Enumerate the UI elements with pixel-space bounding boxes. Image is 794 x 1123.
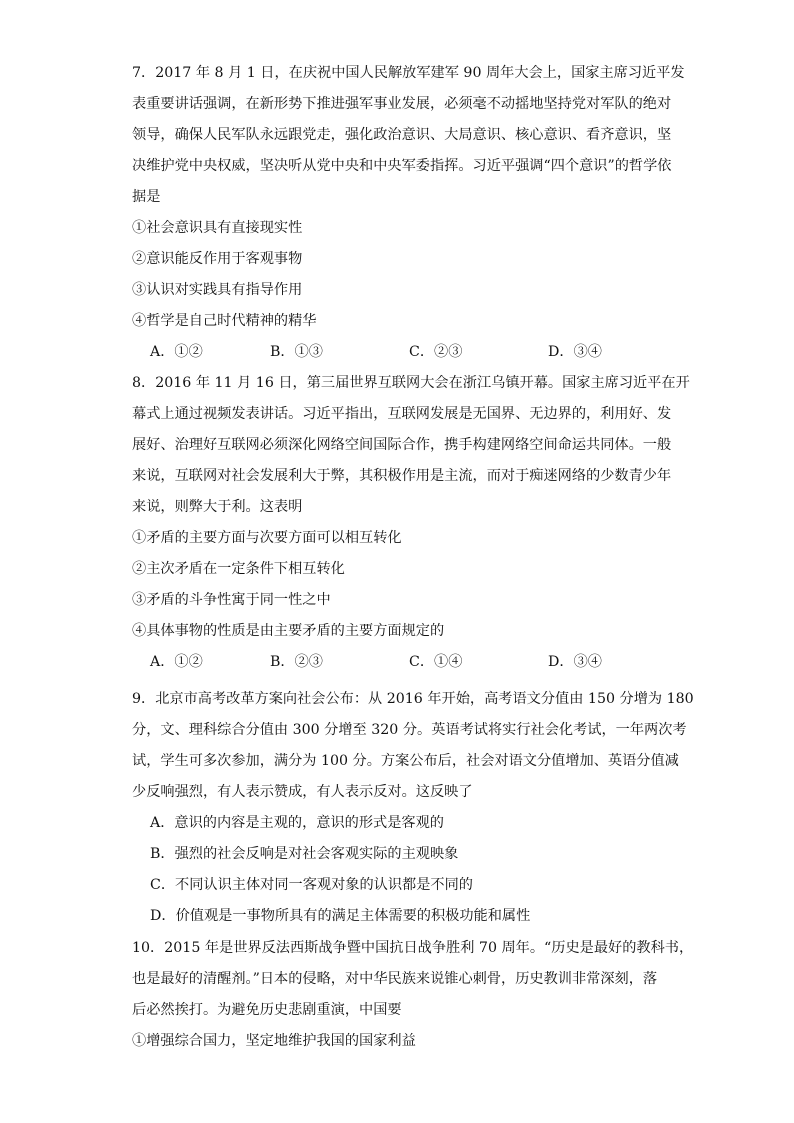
question-stem — [132, 933, 694, 1026]
option-c[interactable]: C．不同认识主体对同一客观对象的认识都是不同的 — [150, 877, 473, 893]
statement-1: ①矛盾的主要方面与次要方面可以相互转化 — [132, 530, 402, 546]
statement-4: ④具体事物的性质是由主要矛盾的主要方面规定的 — [132, 623, 445, 639]
question-stem — [132, 368, 690, 523]
option-c[interactable]: C．①④ — [409, 654, 463, 670]
option-a[interactable]: A．①② — [150, 654, 203, 670]
stem-line: 据是 — [132, 189, 161, 205]
statement-4: ④哲学是自己时代精神的精华 — [132, 313, 317, 329]
statement-3: ③矛盾的斗争性寓于同一性之中 — [132, 592, 331, 608]
statement-2: ②意识能反作用于客观事物 — [132, 251, 303, 267]
option-d[interactable]: D．价值观是一事物所具有的满足主体需要的积极功能和属性 — [150, 908, 531, 924]
stem-line: 10．2015 年是世界反法西斯战争暨中国抗日战争胜利 70 周年。“历史是最好的教科书， — [132, 940, 694, 956]
stem-line: 领导，确保人民军队永远跟党走，强化政治意识、大局意识、核心意识、看齐意识，坚 — [132, 127, 672, 143]
question-7 — [132, 58, 685, 368]
question-8 — [132, 368, 690, 678]
answer-options — [132, 337, 672, 368]
statement-1: ①社会意识具有直接现实性 — [132, 220, 303, 236]
stem-line: 表重要讲话强调，在新形势下推进强军事业发展，必须毫不动摇地坚持党对军队的绝对 — [132, 96, 672, 112]
stem-line: 决维护党中央权威，坚决听从党中央和中央军委指挥。习近平强调“四个意识”的哲学依 — [132, 158, 672, 174]
option-c[interactable]: C．②③ — [409, 344, 463, 360]
question-9 — [132, 684, 694, 932]
stem-line: 来说，则弊大于利。这表明 — [132, 499, 303, 515]
statement-2: ②主次矛盾在一定条件下相互转化 — [132, 561, 345, 577]
stem-line: 后必然挨打。为避免历史悲剧重演，中国要 — [132, 1002, 402, 1018]
stem-line: 少反响强烈，有人表示赞成，有人表示反对。这反映了 — [132, 784, 473, 800]
stem-line: 8．2016 年 11 月 16 日，第三届世界互联网大会在浙江乌镇开幕。国家主席习近平在开 — [132, 375, 690, 391]
option-d[interactable]: D．③④ — [548, 654, 602, 670]
option-b[interactable]: B．强烈的社会反响是对社会客观实际的主观映象 — [150, 846, 459, 862]
option-d[interactable]: D．③④ — [548, 344, 602, 360]
question-10 — [132, 933, 694, 1057]
stem-line: 试，学生可多次参加，满分为 100 分。方案公布后，社会对语文分值增加、英语分值减 — [132, 753, 679, 769]
answer-options — [132, 647, 672, 678]
question-stem — [132, 58, 685, 213]
stem-line: 9．北京市高考改革方案向社会公布：从 2016 年开始，高考语文分值由 150 分增为 180 — [132, 691, 694, 707]
question-stem — [132, 684, 694, 808]
stem-line: 7．2017 年 8 月 1 日，在庆祝中国人民解放军建军 90 周年大会上，国家主席习近平发 — [132, 65, 685, 81]
option-a[interactable]: A．①② — [150, 344, 203, 360]
option-b[interactable]: B．①③ — [270, 344, 323, 360]
stem-line: 展好、治理好互联网必须深化网络空间国际合作，携手构建网络空间命运共同体。一般 — [132, 437, 672, 453]
option-b[interactable]: B．②③ — [270, 654, 323, 670]
statement-1: ①增强综合国力，坚定地维护我国的国家利益 — [132, 1033, 416, 1049]
stem-line: 幕式上通过视频发表讲话。习近平指出，互联网发展是无国界、无边界的，利用好、发 — [132, 406, 672, 422]
stem-line: 也是最好的清醒剂。”日本的侵略，对中华民族来说锥心刺骨，历史教训非常深刻，落 — [132, 971, 658, 987]
option-a[interactable]: A．意识的内容是主观的，意识的形式是客观的 — [150, 815, 444, 831]
stem-line: 来说，互联网对社会发展利大于弊，其积极作用是主流，而对于痴迷网络的少数青少年 — [132, 468, 672, 484]
statement-3: ③认识对实践具有指导作用 — [132, 282, 303, 298]
stem-line: 分，文、理科综合分值由 300 分增至 320 分。英语考试将实行社会化考试，一年两次考 — [132, 722, 687, 738]
